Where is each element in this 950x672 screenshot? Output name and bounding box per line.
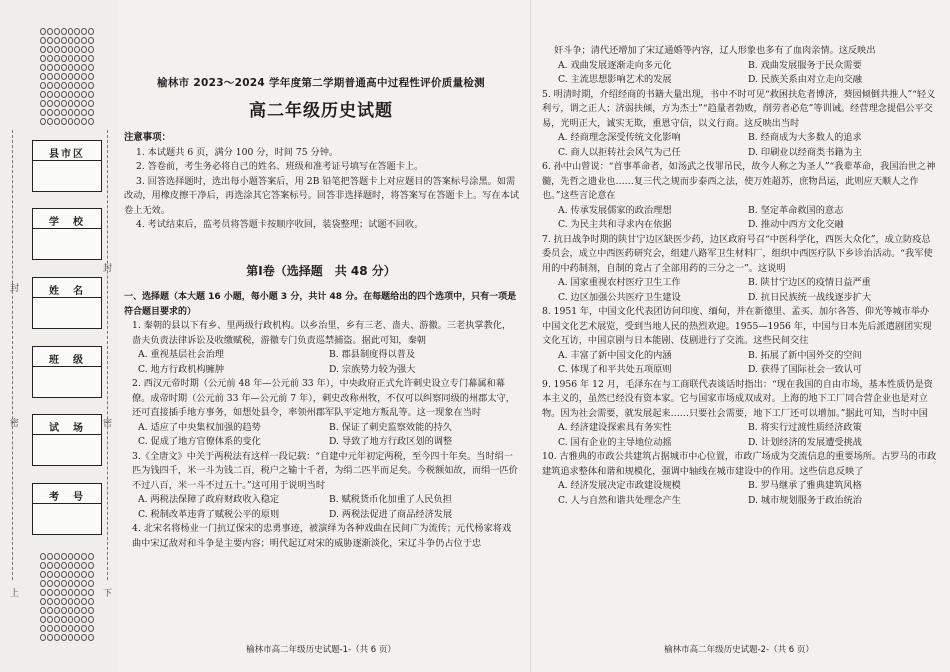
hole-row	[40, 73, 94, 81]
hole-row	[40, 562, 94, 570]
option[interactable]: C. 地方行政机构臃肿	[138, 363, 225, 375]
punch-hole	[40, 571, 46, 578]
option[interactable]: A. 丰富了新中国文化的内涵	[558, 349, 672, 361]
punch-hole	[88, 589, 94, 596]
exam-main-title: 榆林市 2023～2024 学年度第二学期普通高中过程性评价质量检测	[157, 77, 485, 89]
cut-line	[12, 130, 13, 580]
punch-hole	[68, 100, 74, 107]
field-label: 姓 名	[49, 286, 85, 297]
punch-hole	[47, 625, 53, 632]
hole-row	[40, 625, 94, 633]
question-stem: 9. 1956 年 12 月，毛泽东在与工商联代表谈话时指出：“现在我国的自由市场，基本性质仍是资本主义的，虽然已经没有资本家。它与国家市场成双成对。上海的地下工厂同合营企业也是对立物。因为社会需要，就发展起来……只要社会需要，地下工厂还可以增加。”据此可知，当时中国	[542, 378, 933, 419]
punch-hole	[54, 562, 60, 569]
punch-hole	[61, 562, 67, 569]
punch-hole	[74, 634, 80, 641]
punch-hole	[47, 562, 53, 569]
punch-hole	[61, 64, 67, 71]
option[interactable]: A. 经济建设探索具有务实性	[558, 422, 672, 433]
option[interactable]: D. 推动中西方文化交融	[748, 219, 844, 230]
punch-hole	[88, 553, 94, 560]
punch-hole	[61, 607, 67, 614]
question-stem: 10. 古雅典的市政公共建筑占据城市中心位置，市政广场成为交流信息的重要场所。古罗马的市政建筑追求整体和谐和规模化，强调中轴线在城市建设中的作用。这些信息反映了	[542, 451, 937, 477]
page-footer: 榆林市高二年级历史试题-2-（共 6 页）	[664, 645, 814, 655]
punch-hole	[74, 109, 80, 116]
punch-hole	[61, 616, 67, 623]
punch-hole	[54, 625, 60, 632]
option[interactable]: B. 将实行过渡性质经济政策	[748, 422, 862, 433]
option[interactable]: A. 经商理念深受传统文化影响	[558, 132, 681, 143]
punch-hole	[40, 625, 46, 632]
option[interactable]: D. 抗日民族统一战线逐步扩大	[748, 291, 872, 303]
punch-hole	[88, 118, 94, 125]
punch-hole	[81, 37, 87, 44]
punch-hole	[81, 91, 87, 98]
question-9	[542, 378, 938, 451]
option[interactable]: A. 两税法保障了政府财政收入稳定	[138, 494, 280, 505]
punch-hole	[68, 562, 74, 569]
punch-hole	[40, 598, 46, 605]
punch-hole	[61, 571, 67, 578]
punch-hole	[68, 46, 74, 53]
question-3	[124, 450, 520, 523]
punch-hole	[74, 91, 80, 98]
question-4-continued	[542, 44, 938, 88]
punch-hole	[61, 73, 67, 80]
punch-hole	[47, 64, 53, 71]
question-5	[542, 88, 938, 161]
side-word: 密	[10, 419, 20, 429]
punch-hole	[61, 82, 67, 89]
punch-hole	[68, 118, 74, 125]
punch-hole	[88, 634, 94, 641]
punch-hole	[40, 616, 46, 623]
punch-hole	[54, 571, 60, 578]
punch-hole	[47, 82, 53, 89]
punch-hole	[88, 82, 94, 89]
field-label: 班 级	[49, 355, 85, 366]
option[interactable]: A. 传承发展儒家的政治理想	[558, 204, 672, 216]
punch-hole	[61, 598, 67, 605]
hole-row	[40, 580, 94, 588]
punch-hole	[61, 55, 67, 62]
punch-hole	[88, 73, 94, 80]
hole-row	[40, 46, 94, 54]
option[interactable]: C. 人与自然和谐共处理念产生	[558, 494, 681, 506]
punch-hole	[40, 82, 46, 89]
punch-hole	[47, 580, 53, 587]
question-2	[124, 377, 520, 450]
option[interactable]: C. 边区加强公共医疗卫生建设	[558, 291, 681, 303]
punch-hole	[68, 64, 74, 71]
punch-hole	[68, 109, 74, 116]
side-word: 封	[103, 264, 113, 274]
punch-hole	[68, 28, 74, 35]
punch-hole	[47, 91, 53, 98]
option[interactable]: A. 经济发展决定市政建设规模	[558, 480, 681, 491]
field-label: 学 校	[49, 217, 85, 228]
option[interactable]: D. 计划经济的发展遭受挑战	[748, 436, 862, 448]
option[interactable]: B. 郡县制度得以普及	[329, 349, 416, 360]
option[interactable]: D. 导致了地方行政区划的调整	[329, 436, 453, 447]
punch-hole	[88, 109, 94, 116]
punch-hole	[81, 562, 87, 569]
hole-row	[40, 571, 94, 579]
punch-hole	[54, 553, 60, 560]
punch-hole	[40, 73, 46, 80]
option[interactable]: C. 商人以拒转社会风气为己任	[558, 146, 681, 158]
punch-hole	[40, 46, 46, 53]
notice-item: 2. 答卷前，考生务必将自己的姓名、班级和准考证号填写在答题卡上。	[136, 161, 424, 172]
punch-hole	[88, 580, 94, 587]
punch-hole	[74, 598, 80, 605]
option[interactable]: D. 城市规划服务于政治统治	[748, 494, 862, 506]
punch-hole	[47, 109, 53, 116]
hole-row	[40, 82, 94, 90]
option[interactable]: B. 罗马继承了雅典建筑风格	[748, 480, 862, 491]
question-8	[542, 305, 938, 378]
punch-hole	[61, 28, 67, 35]
punch-hole	[74, 82, 80, 89]
punch-hole	[68, 607, 74, 614]
option[interactable]: B. 赋税货币化加重了人民负担	[329, 494, 452, 505]
punch-holes-bottom	[40, 553, 94, 643]
right-questions	[542, 44, 938, 508]
option[interactable]: A. 重视基层社会治理	[138, 349, 224, 360]
option[interactable]: C. 促成了地方官僚体系的变化	[138, 436, 261, 447]
punch-hole	[81, 64, 87, 71]
question-stem: 4. 北宋名将杨业一门抗辽保宋的忠勇事迹，被演绎为各种戏曲在民间广为流传；元代杨家将戏曲中宋辽敌对和斗争是主要内容；明代起辽对宋的威胁逐渐淡化，宋辽斗争仍占位于忠	[132, 523, 512, 549]
punch-holes-top	[40, 28, 94, 127]
punch-hole	[54, 55, 60, 62]
punch-hole	[68, 91, 74, 98]
punch-hole	[61, 46, 67, 53]
field-exam-room[interactable]	[32, 414, 102, 466]
punch-hole	[40, 118, 46, 125]
punch-hole	[81, 100, 87, 107]
punch-hole	[81, 589, 87, 596]
hole-row	[40, 55, 94, 63]
punch-hole	[54, 118, 60, 125]
punch-hole	[40, 562, 46, 569]
punch-hole	[81, 73, 87, 80]
punch-hole	[74, 118, 80, 125]
option[interactable]: D. 两税法促进了商品经济发展	[329, 508, 453, 520]
punch-hole	[74, 553, 80, 560]
punch-hole	[68, 82, 74, 89]
side-word: 封	[10, 284, 20, 294]
punch-hole	[88, 91, 94, 98]
punch-hole	[54, 580, 60, 587]
notice-item: 4. 考试结束后，监考员将答题卡按顺序收回，装袋整理；试题不回收。	[136, 219, 424, 230]
punch-hole	[54, 109, 60, 116]
punch-hole	[68, 616, 74, 623]
hole-row	[40, 598, 94, 606]
field-exam-number[interactable]	[32, 483, 102, 535]
option[interactable]: A. 国家重视农村医疗卫生工作	[558, 277, 681, 288]
question-stem: 5. 明清时期，介绍经商的书籍大量出现，书中不时可见“救困扶危者博济，葵园倾倒共推人”“轻义利亏，谓之正人；济弱扶倾，方为杰士”“趋量者勃败，削劳者必危”等训诫。经营理念提倡公平交易，光明正大，诚实无欺，重恩守信，以义行商。这反映出当时	[542, 88, 936, 129]
punch-hole	[61, 118, 67, 125]
punch-hole	[74, 55, 80, 62]
punch-hole	[88, 28, 94, 35]
punch-hole	[54, 64, 60, 71]
question-1	[124, 319, 520, 377]
punch-hole	[68, 634, 74, 641]
left-questions	[124, 290, 520, 551]
option[interactable]: C. 体现了和平共处五项原则	[558, 364, 672, 375]
punch-hole	[68, 553, 74, 560]
punch-hole	[68, 589, 74, 596]
hole-row	[40, 553, 94, 561]
notice-item: 3. 回答选择题时，选出每小题答案后，用 2B 铅笔把答题卡上对应题目的答案标号涂黑。如需改动，用橡皮擦干净后，再选涂其它答案标号。回答非选择题时，将答案写在答题卡上。写在本试卷上无效。	[124, 175, 520, 216]
punch-hole	[40, 580, 46, 587]
punch-hole	[54, 616, 60, 623]
punch-hole	[81, 109, 87, 116]
punch-hole	[61, 625, 67, 632]
punch-hole	[47, 634, 53, 641]
punch-hole	[40, 37, 46, 44]
punch-hole	[88, 607, 94, 614]
punch-hole	[54, 100, 60, 107]
punch-hole	[47, 607, 53, 614]
punch-hole	[54, 598, 60, 605]
notice-heading: 注意事项：	[124, 132, 171, 143]
page-divider	[530, 0, 531, 672]
field-school[interactable]	[32, 208, 102, 260]
cut-line	[107, 130, 108, 580]
option[interactable]: A. 适应了中央集权加强的趋势	[138, 421, 261, 433]
punch-hole	[81, 634, 87, 641]
side-word: 上	[10, 589, 20, 599]
punch-hole	[88, 571, 94, 578]
question-10	[542, 450, 938, 508]
punch-hole	[54, 634, 60, 641]
punch-hole	[47, 598, 53, 605]
punch-hole	[40, 553, 46, 560]
option[interactable]: C. 为民主共和寻求内在依据	[558, 219, 672, 230]
hole-row	[40, 109, 94, 117]
option[interactable]: B. 陕甘宁边区的疫情日益严重	[748, 277, 871, 288]
question-stem: 3.《全唐文》中关于两税法有这样一段记载：“自建中元年初定两税，至今四十年矣。当时绢一匹为钱四千，米一斗为钱二百，税户之输十千者，为绢二匹半而足矣。今税额如故，而绢一匹价不过八百，米一斗不过五十。”这可用于说明当时	[132, 450, 518, 491]
punch-hole	[61, 580, 67, 587]
notice-section	[124, 131, 520, 233]
punch-hole	[68, 571, 74, 578]
field-county[interactable]	[32, 140, 102, 192]
hole-row	[40, 100, 94, 108]
punch-hole	[61, 100, 67, 107]
exam-subject-title: 高二年级历史试题	[249, 101, 393, 121]
question-stem: 2. 西汉元帝时期（公元前 48 年—公元前 33 年），中央政府正式允许刺史设立专门幕属和幕僚。成帝时期（公元前 33 年—公元前 7 年），刺史改称州牧，不仅可以纠察同级的州郡太守，还可直接插手地方事务，如想处县令，率领州郡军队平定地方叛乱等。这一现象在当时	[132, 378, 515, 418]
punch-hole	[68, 580, 74, 587]
punch-hole	[74, 580, 80, 587]
page-footer: 榆林市高二年级历史试题-1-（共 6 页）	[246, 645, 396, 655]
punch-hole	[74, 64, 80, 71]
punch-hole	[88, 46, 94, 53]
punch-hole	[74, 625, 80, 632]
punch-hole	[40, 109, 46, 116]
punch-hole	[47, 46, 53, 53]
option[interactable]: B. 经商成为大多数人的追求	[748, 132, 862, 143]
option[interactable]: C. 税制改革违背了赋税公平的原则	[138, 508, 280, 520]
punch-hole	[61, 91, 67, 98]
punch-hole	[47, 589, 53, 596]
punch-hole	[81, 55, 87, 62]
field-class[interactable]	[32, 346, 102, 398]
question-stem: 6. 孙中山曾说：“首事革命者，如汤武之伐罪吊民，故今人称之为圣人”“我辈革命，我国治世之神髓，先哲之遗业也……复三代之规而步泰西之法，使万姓超苏，庶物昌运，此则应天顺人之作也。”这些言论意在	[542, 161, 936, 201]
punch-hole	[54, 28, 60, 35]
punch-hole	[81, 46, 87, 53]
question-stem: 奸斗争；清代还增加了宋辽通婚等内容，辽人形象也多有了血肉亲情。这反映出	[554, 45, 876, 56]
hole-row	[40, 28, 94, 36]
punch-hole	[54, 589, 60, 596]
punch-hole	[40, 55, 46, 62]
punch-hole	[88, 562, 94, 569]
punch-hole	[68, 598, 74, 605]
punch-hole	[61, 634, 67, 641]
punch-hole	[61, 589, 67, 596]
punch-hole	[74, 28, 80, 35]
punch-hole	[54, 607, 60, 614]
punch-hole	[68, 37, 74, 44]
punch-hole	[54, 46, 60, 53]
punch-hole	[47, 37, 53, 44]
option[interactable]: D. 获得了国际社会一致认可	[748, 364, 862, 375]
punch-hole	[74, 616, 80, 623]
hole-row	[40, 118, 94, 126]
punch-hole	[74, 100, 80, 107]
punch-hole	[40, 634, 46, 641]
punch-hole	[81, 82, 87, 89]
question-stem: 8. 1951 年，中国文化代表团访问印度、缅甸，并在新德里、孟买、加尔各答、仰光等城市举办中国文化艺术展览，受到当地人民的热烈欢迎。1955—1956 年，中国与日本先后派遣剧团实现文化互访，中国京剧与日本能剧、伎剧进行了交流。这些民间交往	[542, 306, 932, 346]
punch-hole	[74, 607, 80, 614]
punch-hole	[61, 109, 67, 116]
punch-hole	[81, 118, 87, 125]
punch-hole	[81, 607, 87, 614]
hole-row	[40, 616, 94, 624]
field-label: 试 场	[49, 423, 85, 434]
field-name[interactable]	[32, 277, 102, 329]
option[interactable]: C. 国有企业的主导地位动摇	[558, 436, 672, 448]
question-stem: 1. 秦朝的县以下有乡、里两级行政机构。以乡治里，乡有三老、啬夫、游徼。三老执掌教化，啬夫负责法律诉讼及收缴赋税，游徼专门负责巡禁捕盗。据此可知，秦朝	[132, 320, 512, 346]
punch-hole	[47, 118, 53, 125]
option[interactable]: C. 主流思想影响艺术的发展	[558, 74, 672, 85]
punch-hole	[74, 571, 80, 578]
punch-hole	[40, 607, 46, 614]
punch-hole	[81, 28, 87, 35]
punch-hole	[47, 553, 53, 560]
punch-hole	[81, 571, 87, 578]
punch-hole	[81, 625, 87, 632]
punch-hole	[88, 55, 94, 62]
hole-row	[40, 607, 94, 615]
question-7	[542, 233, 938, 306]
punch-hole	[40, 64, 46, 71]
hole-row	[40, 634, 94, 642]
hole-row	[40, 589, 94, 597]
punch-hole	[68, 55, 74, 62]
punch-hole	[54, 91, 60, 98]
question-4	[124, 522, 520, 551]
binding-strip	[0, 0, 118, 672]
field-label: 考 号	[49, 492, 85, 503]
punch-hole	[47, 571, 53, 578]
notice-item: 1. 本试题共 6 页，满分 100 分，时间 75 分钟。	[136, 146, 339, 158]
punch-hole	[61, 553, 67, 560]
field-label: 县市区	[49, 149, 85, 160]
punch-hole	[47, 28, 53, 35]
punch-hole	[40, 100, 46, 107]
punch-hole	[74, 589, 80, 596]
punch-hole	[74, 37, 80, 44]
punch-hole	[40, 589, 46, 596]
punch-hole	[74, 46, 80, 53]
question-6	[542, 160, 938, 233]
option[interactable]: B. 保证了刺史监察效能的持久	[329, 421, 452, 433]
hole-row	[40, 64, 94, 72]
punch-hole	[81, 553, 87, 560]
punch-hole	[88, 625, 94, 632]
option[interactable]: D. 民族关系由对立走向交融	[748, 74, 862, 85]
hole-row	[40, 37, 94, 45]
punch-hole	[40, 28, 46, 35]
hole-row	[40, 91, 94, 99]
option[interactable]: D. 印刷业以经商类书籍为主	[748, 146, 862, 158]
punch-hole	[47, 616, 53, 623]
punch-hole	[74, 562, 80, 569]
side-word: 下	[103, 589, 113, 599]
punch-hole	[54, 82, 60, 89]
punch-hole	[68, 625, 74, 632]
option[interactable]: B. 拓展了新中国外交的空间	[748, 349, 862, 361]
option[interactable]: D. 宗族势力较为强大	[329, 363, 416, 375]
punch-hole	[81, 616, 87, 623]
punch-hole	[88, 598, 94, 605]
punch-hole	[47, 73, 53, 80]
punch-hole	[88, 37, 94, 44]
punch-hole	[40, 91, 46, 98]
punch-hole	[88, 616, 94, 623]
punch-hole	[74, 73, 80, 80]
punch-hole	[54, 37, 60, 44]
option[interactable]: A. 戏曲发展逐渐走向多元化	[558, 59, 672, 71]
punch-hole	[68, 73, 74, 80]
punch-hole	[88, 64, 94, 71]
punch-hole	[47, 55, 53, 62]
question-stem: 7. 抗日战争时期的陕甘宁边区缺医少药，边区政府号召“中医科学化，西医大众化”，成立防疫总委员会，成立中西医药研究会，组建八路军卫生材料厂，组织中西医疗队下乡诊治活动。“我军使用的中药制剂，自制的竟占了全部用药的三分之一”。这说明	[542, 233, 933, 274]
punch-hole	[88, 100, 94, 107]
punch-hole	[81, 598, 87, 605]
side-word: 密	[103, 419, 113, 429]
part-title: 第Ⅰ卷（选择题 共 48 分）	[246, 264, 396, 278]
section-instruction: 一、选择题（本大题 16 小题，每小题 3 分，共计 48 分。在每题给出的四个选项中，只有一项是符合题目要求的）	[124, 292, 517, 317]
option[interactable]: B. 戏曲发展服务于民众需要	[748, 59, 862, 71]
punch-hole	[47, 100, 53, 107]
punch-hole	[61, 37, 67, 44]
punch-hole	[81, 580, 87, 587]
punch-hole	[54, 73, 60, 80]
option[interactable]: B. 坚定革命救国的意志	[748, 204, 844, 216]
